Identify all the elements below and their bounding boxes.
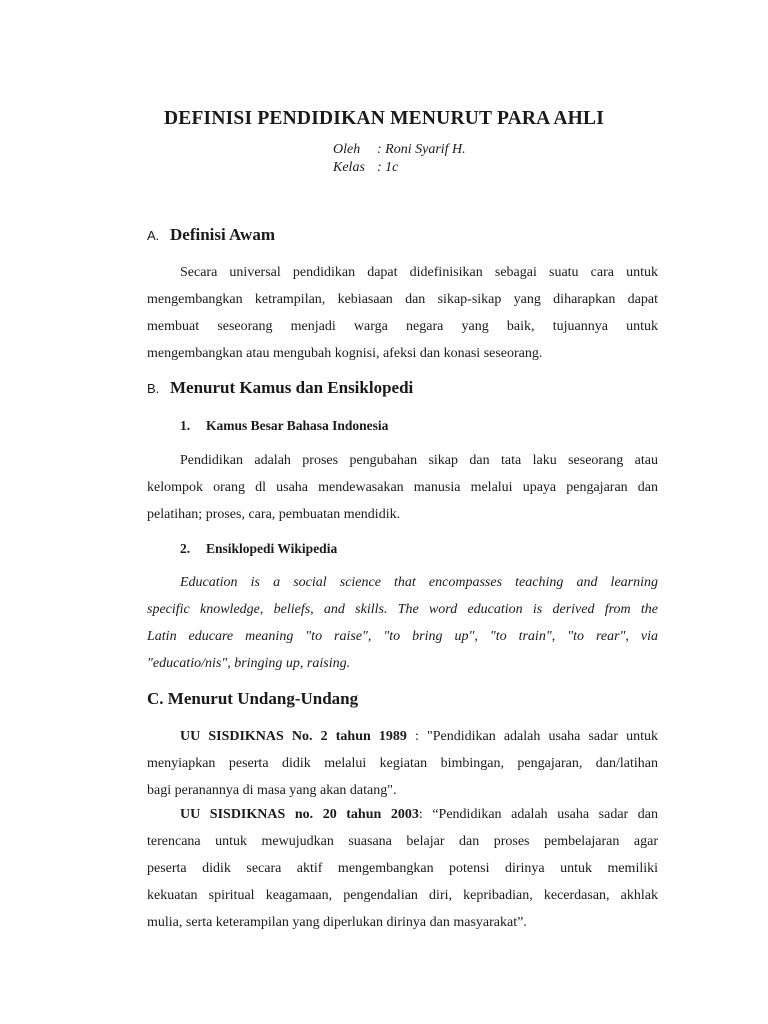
class-value: : 1c [377,160,399,175]
paragraph-line: mulia, serta keterampilan yang diperlukan dirinya dan masyarakat”. [147,915,527,930]
paragraph-line: membuat seseorang menjadi warga negara yang baik, tujuannya untuk [147,319,658,334]
uu-1989-label: UU SISDIKNAS No. 2 tahun 1989 [180,729,407,744]
paragraph-line: Pendidikan adalah proses pengubahan sikap dan tata laku seseorang atau [180,453,658,468]
paragraph-line: Education is a social science that encompasses teaching and learning [180,575,658,590]
author-key: Oleh [333,142,361,157]
uu-2003-separator: : [418,807,433,822]
paragraph-line: specific knowledge, beliefs, and skills. The word education is derived from the [147,602,658,617]
author-value: : Roni Syarif H. [377,142,466,157]
subsection-1-paragraph [147,447,658,528]
section-a-letter: A. [147,228,160,243]
paragraph-line: menyiapkan peserta didik melalui kegiatan bimbingan, pengajaran, dan/latihan [147,756,658,771]
paragraph-line: kekuatan spiritual keagamaan, pengendalian diri, kepribadian, kecerdasan, akhlak [147,888,658,903]
subsection-2-number: 2. [180,541,191,556]
section-a-title: Definisi Awam [170,225,275,244]
subsection-1-number: 1. [180,418,191,433]
section-b-heading [147,378,413,398]
subsection-2-heading [180,541,337,557]
subsection-1-heading [180,418,388,434]
uu-1989-paragraph [147,723,658,804]
paragraph-line: Latin educare meaning "to raise", "to bring up", "to train", "to rear", via [147,629,658,644]
paragraph-line: peserta didik secara aktif mengembangkan potensi dirinya untuk memiliki [147,861,658,876]
section-b-title: Menurut Kamus dan Ensiklopedi [170,378,414,397]
author-line [333,142,466,158]
paragraph-line: pelatihan; proses, cara, pembuatan mendidik. [147,507,401,522]
page-title: DEFINISI PENDIDIKAN MENURUT PARA AHLI [163,108,605,129]
uu-2003-first-text: “Pendidikan adalah usaha sadar dan [432,807,658,822]
uu-2003-paragraph [147,801,658,936]
class-key: Kelas [333,160,365,175]
paragraph-line [147,801,658,828]
section-b-letter: B. [147,381,160,396]
section-a-heading [147,225,275,245]
paragraph-line: kelompok orang dl usaha mendewasakan manusia melalui upaya pengajaran dan [147,480,658,495]
subsection-2-paragraph [147,569,658,677]
subsection-1-title: Kamus Besar Bahasa Indonesia [206,418,389,433]
section-c-heading: C. Menurut Undang-Undang [147,689,359,708]
uu-1989-separator: : [406,729,428,744]
paragraph-line: mengembangkan atau mengubah kognisi, afeksi dan konasi seseorang. [147,346,543,361]
paragraph-line: "educatio/nis", bringing up, raising. [147,656,351,671]
paragraph-line: terencana untuk mewujudkan suasana belajar dan proses pembelajaran agar [147,834,658,849]
paragraph-line [147,723,658,750]
uu-2003-label: UU SISDIKNAS no. 20 tahun 2003 [180,807,419,822]
subsection-2-title: Ensiklopedi Wikipedia [206,541,338,556]
paragraph-line: Secara universal pendidikan dapat didefinisikan sebagai suatu cara untuk [180,265,658,280]
section-a-paragraph [147,259,658,367]
paragraph-line: mengembangkan ketrampilan, kebiasaan dan sikap-sikap yang diharapkan dapat [147,292,658,307]
paragraph-line: bagi peranannya di masa yang akan datang". [147,783,397,798]
class-line [333,160,398,176]
uu-1989-first-text: "Pendidikan adalah usaha sadar untuk [427,729,658,744]
